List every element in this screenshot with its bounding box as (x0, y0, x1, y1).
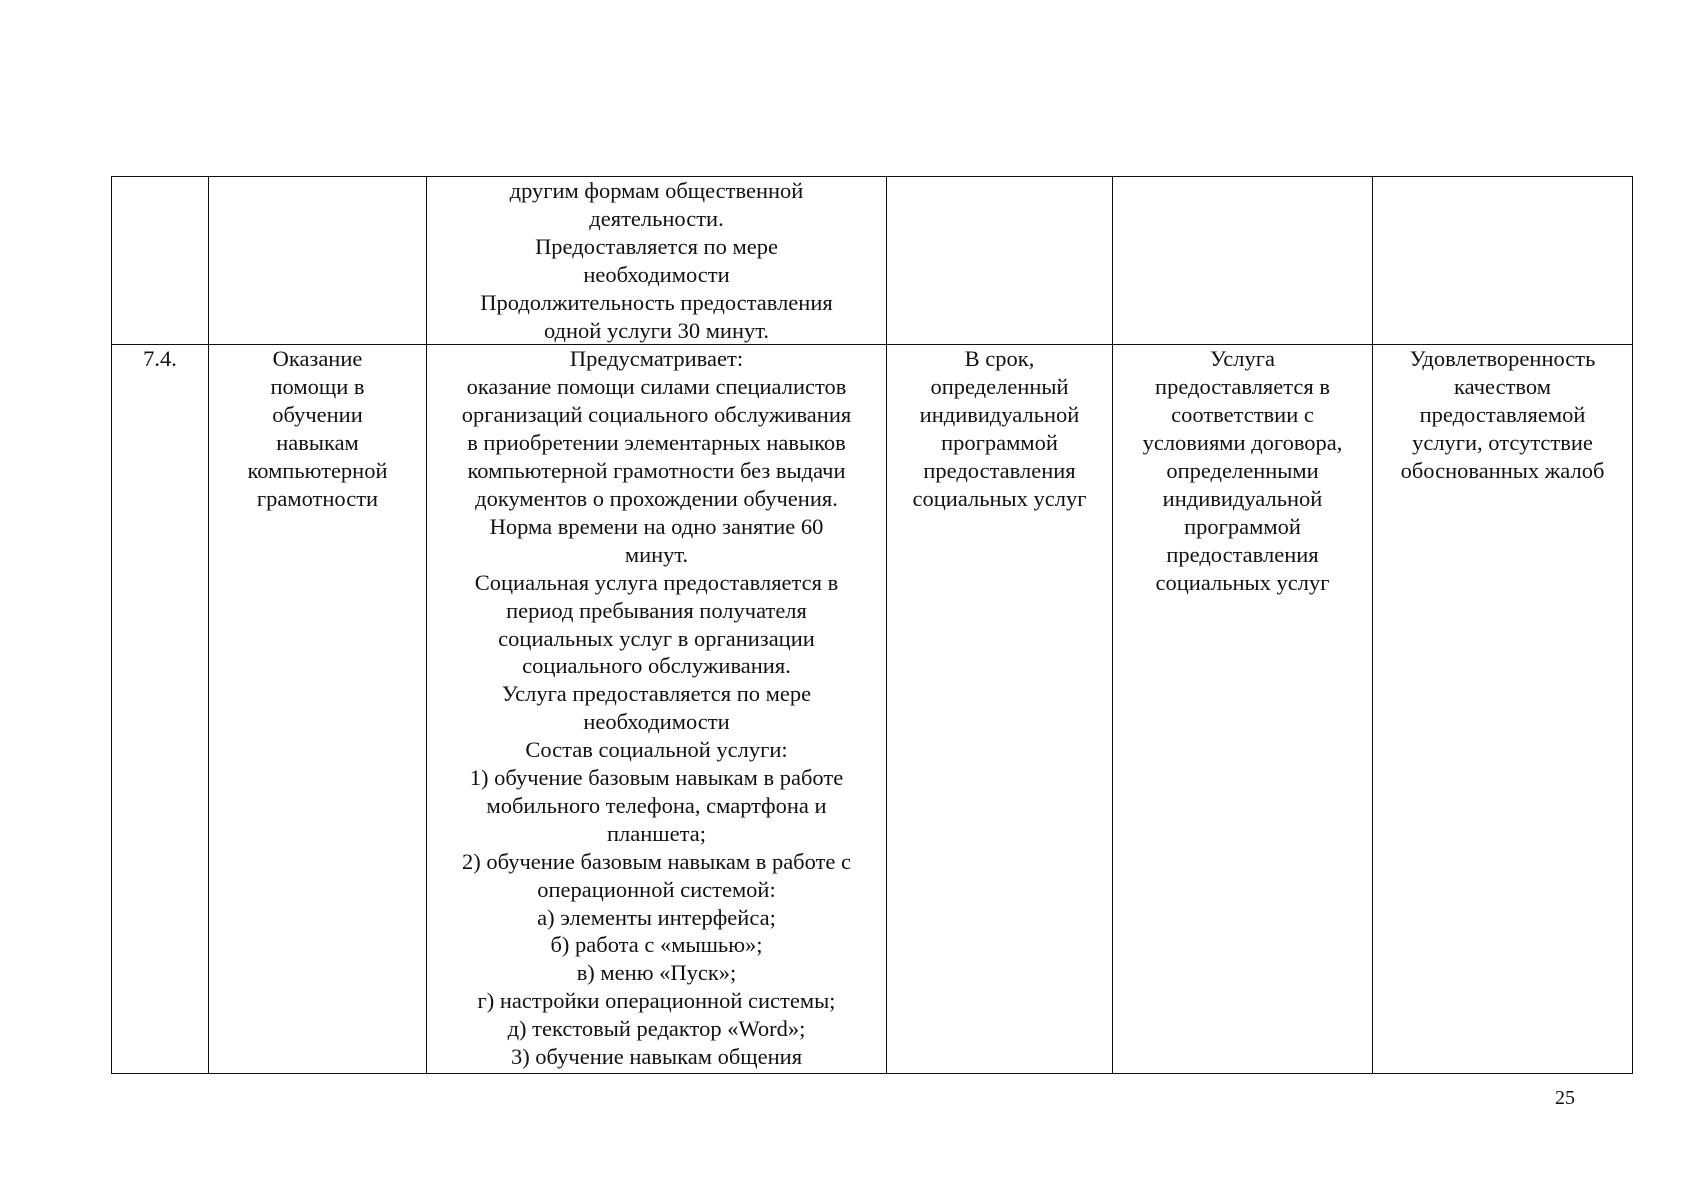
cell-text-line: документов о прохождении обучения. (475, 485, 838, 511)
quality-cell (1373, 345, 1633, 1074)
conditions-cell (1113, 345, 1373, 1074)
cell-text-line: социальных услуг (912, 485, 1087, 511)
number-cell (112, 177, 209, 345)
cell-text-line: операционной системой: (537, 876, 776, 902)
cell-text-line: в приобретении элементарных навыков (467, 430, 846, 456)
cell-text-line: индивидуальной (1162, 485, 1323, 511)
cell-text-line: социальных услуг (1155, 569, 1330, 595)
service-name-cell (209, 345, 427, 1074)
cell-text-line: а) элементы интерфейса; (537, 904, 776, 930)
cell-text-line: программой (941, 430, 1058, 456)
cell-text-line: оказание помощи силами специалистов (466, 374, 847, 400)
cell-text-line: в) меню «Пуск»; (576, 960, 737, 986)
cell-text-line: определенный (930, 374, 1069, 400)
conditions-cell (1113, 177, 1373, 345)
cell-text-line: качеством (1454, 374, 1551, 400)
cell-text-line: б) работа с «мышью»; (550, 932, 763, 958)
cell-text-line: Услуга (1210, 346, 1275, 372)
cell-text-line: мобильного телефона, смартфона и (486, 792, 827, 818)
description-cell (427, 177, 887, 345)
cell-text-line: деятельности. (589, 205, 724, 231)
cell-text-line: социальных услуг в организации (498, 625, 815, 651)
cell-text-line: компьютерной (247, 458, 388, 484)
page-number: 25 (1555, 1087, 1575, 1109)
term-cell (887, 177, 1113, 345)
cell-text-line: Состав социальной услуги: (525, 737, 788, 763)
cell-text-line: д) текстовый редактор «Word»; (507, 1016, 806, 1042)
cell-text-line: индивидуальной (919, 402, 1080, 428)
cell-text-line: 1) обучение базовым навыкам в работе (469, 765, 844, 791)
cell-text-line: грамотности (256, 485, 379, 511)
cell-text-line: предоставляется в (1155, 374, 1330, 400)
cell-text-line: Удовлетворенность (1409, 346, 1596, 372)
cell-text-line: В срок, (964, 346, 1035, 372)
cell-text-line: помощи в (270, 374, 365, 400)
cell-text-line: Предоставляется по мере (535, 233, 778, 259)
cell-text-line: Норма времени на одно занятие 60 (489, 513, 824, 539)
cell-text-line: период пребывания получателя (506, 597, 807, 623)
cell-text-line: соответствии с (1171, 402, 1314, 428)
cell-text-line: Продолжительность предоставления (480, 289, 833, 315)
cell-text-line: предоставляемой (1419, 402, 1586, 428)
cell-text-line: социального обслуживания. (522, 653, 791, 679)
table-body (112, 177, 1633, 1074)
quality-cell (1373, 177, 1633, 345)
cell-text-line: программой (1184, 513, 1301, 539)
cell-text-line: другим формам общественной (509, 178, 804, 203)
cell-text-line: минут. (624, 541, 689, 567)
cell-text-line: планшета; (607, 820, 706, 846)
cell-text-line: Оказание (272, 346, 363, 372)
cell-text-line: одной услуги 30 минут. (543, 317, 770, 343)
cell-text-line: обоснованных жалоб (1400, 458, 1605, 484)
cell-text-line: обучении (272, 402, 363, 428)
cell-text-line: необходимости (583, 709, 730, 735)
description-cell (427, 345, 887, 1074)
service-name-cell (209, 177, 427, 345)
number-cell: 7.4. (112, 345, 209, 1074)
cell-text-line: Предусматривает: (569, 346, 744, 372)
cell-text-line: 2) обучение базовым навыкам в работе с (461, 848, 852, 874)
cell-text-line: г) настройки операционной системы; (477, 988, 836, 1014)
cell-text-line: компьютерной грамотности без выдачи (467, 458, 846, 484)
cell-text-line: Услуга предоставляется по мере (501, 681, 812, 707)
services-table (111, 176, 1633, 1074)
cell-text-line: 3) обучение навыкам общения (510, 1044, 803, 1070)
cell-text-line: предоставления (923, 458, 1076, 484)
term-cell (887, 345, 1113, 1074)
cell-text-line: навыкам (276, 430, 359, 456)
table-row (112, 177, 1633, 345)
cell-text-line: организаций социального обслуживания (461, 402, 852, 428)
cell-text-line: услуги, отсутствие (1412, 430, 1593, 456)
cell-text-line: Социальная услуга предоставляется в (474, 569, 839, 595)
cell-text-line: необходимости (583, 261, 730, 287)
cell-text-line: предоставления (1166, 541, 1319, 567)
cell-text-line: условиями договора, (1142, 430, 1343, 456)
table-row (112, 345, 1633, 1074)
cell-text-line: определенными (1166, 458, 1319, 484)
